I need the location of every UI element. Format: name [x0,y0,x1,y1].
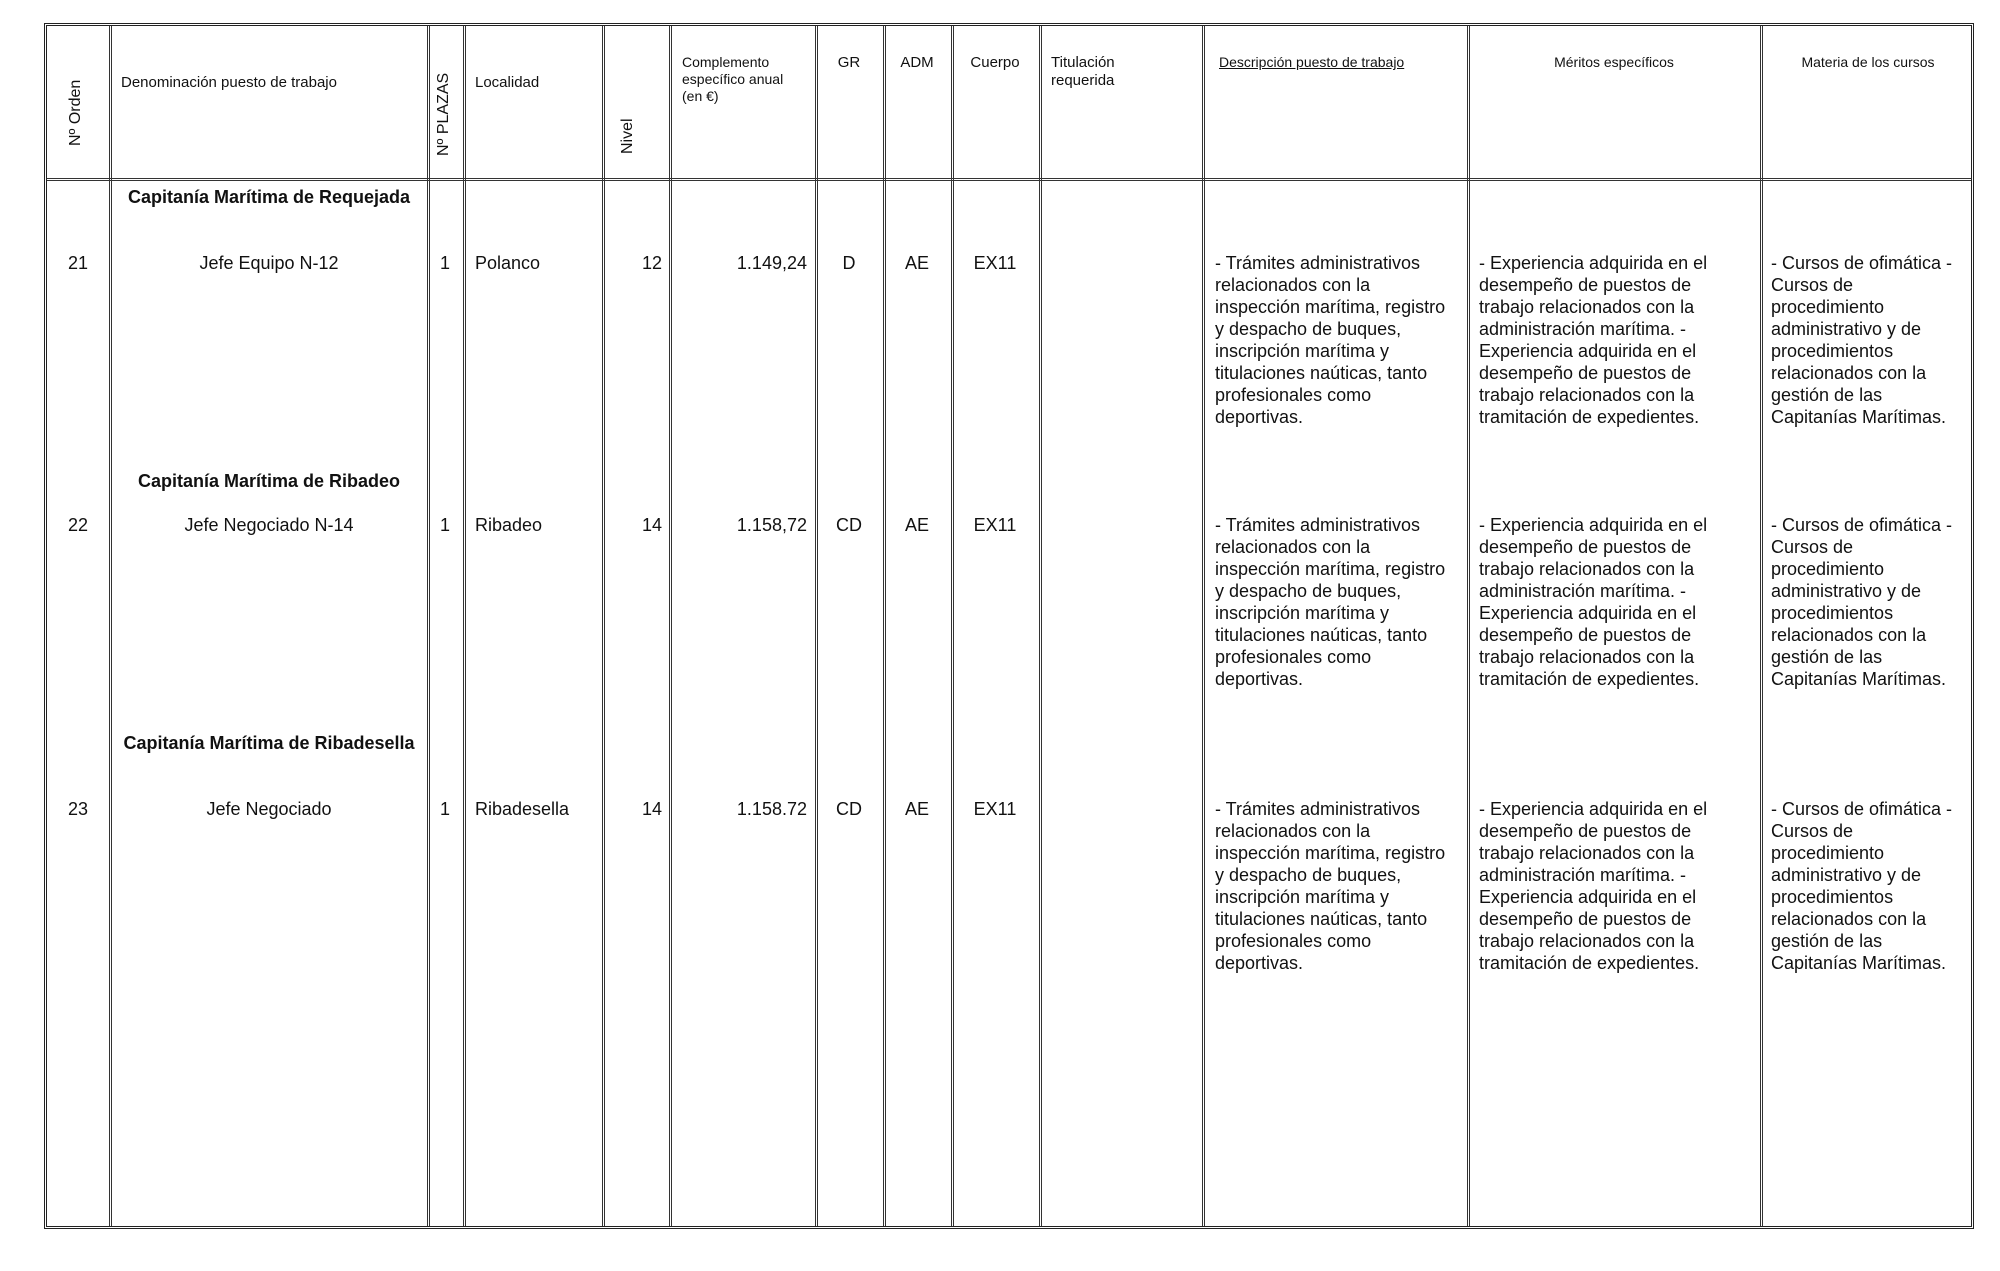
row-cuerpo: EX11 [973,515,1017,535]
group-title: Capitanía Marítima de Requejada [127,187,411,207]
row-localidad: Ribadesella [475,799,570,819]
row-meritos: - Experiencia adquirida en el desempeño de puestos de trabajo relacionados con la administración marítima. - Experiencia adquirida en el desempeño de puestos de trabajo relacionados con la tramitación de expedientes. [1479,253,1708,427]
row-localidad: Ribadeo [475,515,543,535]
row-descripcion: - Trámites administrativos relacionados con la inspección marítima, registro y despacho de buques, inscripción marítima y titulaciones naúticas, tanto profesionales como deportivas. [1215,799,1446,973]
col-divider [1039,26,1042,1226]
col-divider [1202,26,1205,1226]
header-meritos: Méritos específicos [1554,54,1674,70]
row-orden: 22 [67,515,89,535]
header-orden: Nº Orden [67,79,84,146]
row-denominacion: Jefe Negociado N-14 [184,515,354,535]
row-gr: D [842,253,856,273]
header-localidad: Localidad [475,74,540,91]
row-complemento: 1.149,24 [736,253,807,273]
row-orden: 23 [67,799,89,819]
row-meritos: - Experiencia adquirida en el desempeño de puestos de trabajo relacionados con la administración marítima. - Experiencia adquirida en el desempeño de puestos de trabajo relacionados con la tramitación de expedientes. [1479,799,1708,973]
col-divider [883,26,886,1226]
row-cuerpo: EX11 [973,253,1017,273]
row-materia: - Cursos de ofimática - Cursos de procedimiento administrativo y de procedimientos relacionados con la gestión de las Capitanías Marítimas. [1771,515,1953,689]
row-adm: AE [904,253,929,273]
header-cuerpo: Cuerpo [970,54,1020,71]
row-gr: CD [836,515,862,535]
row-denominacion: Jefe Equipo N-12 [199,253,339,273]
row-adm: AE [904,515,929,535]
row-gr: CD [836,799,862,819]
group-title: Capitanía Marítima de Ribadesella [123,733,415,753]
row-descripcion: - Trámites administrativos relacionados con la inspección marítima, registro y despacho de buques, inscripción marítima y titulaciones naúticas, tanto profesionales como deportivas. [1215,515,1446,689]
row-denominacion: Jefe Negociado [206,799,332,819]
row-localidad: Polanco [475,253,541,273]
col-divider [951,26,954,1226]
row-nivel: 12 [641,253,662,273]
row-complemento: 1.158.72 [736,799,807,819]
header-nivel: Nivel [619,118,636,154]
header-plazas: Nº PLAZAS [435,72,452,156]
header-materia: Materia de los cursos [1801,54,1935,70]
row-materia: - Cursos de ofimática - Cursos de procedimiento administrativo y de procedimientos relacionados con la gestión de las Capitanías Marítimas. [1771,253,1953,427]
row-orden: 21 [67,253,89,273]
row-cuerpo: EX11 [973,799,1017,819]
header-denominacion: Denominación puesto de trabajo [121,74,337,91]
positions-table [44,23,1974,1229]
group-title: Capitanía Marítima de Ribadeo [137,471,401,491]
header-divider [47,178,1971,181]
col-divider [815,26,818,1226]
row-meritos: - Experiencia adquirida en el desempeño de puestos de trabajo relacionados con la administración marítima. - Experiencia adquirida en el desempeño de puestos de trabajo relacionados con la tramitación de expedientes. [1479,515,1708,689]
col-divider [463,26,466,1226]
row-materia: - Cursos de ofimática - Cursos de procedimiento administrativo y de procedimientos relacionados con la gestión de las Capitanías Marítimas. [1771,799,1953,973]
row-plazas: 1 [439,515,450,535]
header-adm: ADM [900,54,934,71]
row-nivel: 14 [641,799,662,819]
row-nivel: 14 [641,515,662,535]
header-complemento: Complemento específico anual (en €) [682,54,784,104]
header-descripcion: Descripción puesto de trabajo [1219,54,1405,70]
row-adm: AE [904,799,929,819]
col-divider [1760,26,1763,1226]
row-descripcion: - Trámites administrativos relacionados con la inspección marítima, registro y despacho de buques, inscripción marítima y titulaciones naúticas, tanto profesionales como deportivas. [1215,253,1446,427]
col-divider [1467,26,1470,1226]
col-divider [427,26,430,1226]
header-titulacion: Titulación requerida [1051,54,1115,89]
row-plazas: 1 [439,253,450,273]
col-divider [669,26,672,1226]
row-plazas: 1 [439,799,450,819]
row-complemento: 1.158,72 [736,515,807,535]
header-gr: GR [837,54,861,71]
col-divider [602,26,605,1226]
